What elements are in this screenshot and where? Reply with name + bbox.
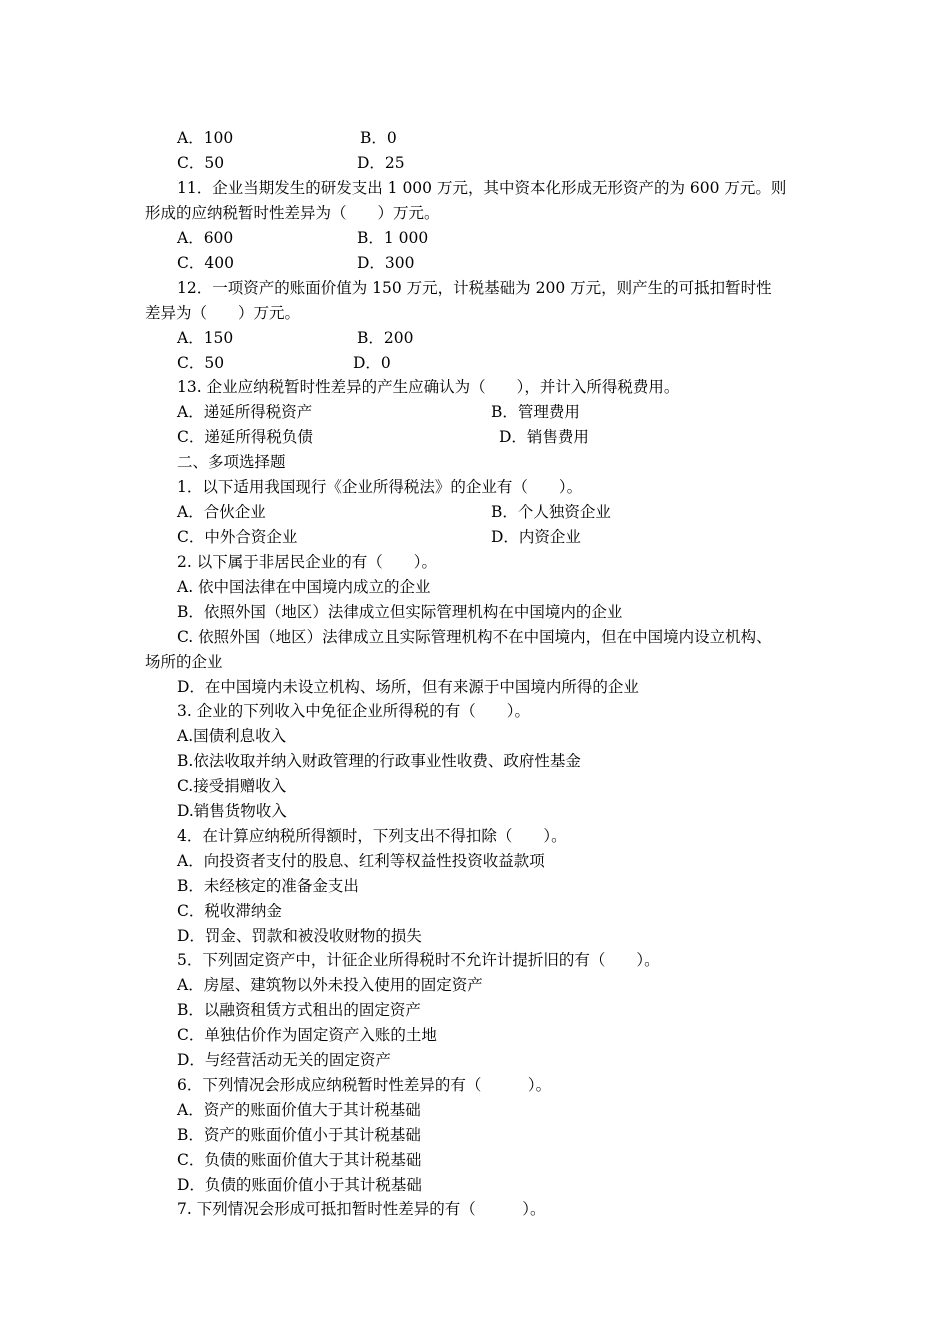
q10-option-a: A．100 [177, 129, 234, 147]
m2-option-a: A. 依中国法律在中国境内成立的企业 [177, 578, 431, 596]
m1-option-b: B．个人独资企业 [491, 503, 611, 521]
m2-text: 2. 以下属于非居民企业的有（ ）。 [177, 553, 437, 571]
m5-option-c: C．单独估价作为固定资产入账的土地 [177, 1026, 437, 1044]
q11-option-d: D．300 [357, 254, 415, 272]
q13-option-b: B．管理费用 [491, 403, 580, 421]
q10-option-c: C．50 [177, 154, 225, 172]
q10-option-b: B．0 [360, 129, 397, 147]
m1-text: 1．以下适用我国现行《企业所得税法》的企业有（ ）。 [177, 478, 583, 496]
m7-text: 7. 下列情况会形成可抵扣暂时性差异的有（ ）。 [177, 1200, 546, 1218]
m6-option-c: C．负债的账面价值大于其计税基础 [177, 1151, 422, 1169]
m3-option-b: B.依法收取并纳入财政管理的行政事业性收费、政府性基金 [177, 752, 581, 770]
m2-option-b: B．依照外国（地区）法律成立但实际管理机构在中国境内的企业 [177, 603, 623, 621]
m2-option-c-line2: 场所的企业 [145, 653, 223, 671]
q11-option-b: B．1 000 [357, 229, 429, 247]
q12-text-line1: 12．一项资产的账面价值为 150 万元，计税基础为 200 万元，则产生的可抵扣暂时性 [177, 279, 772, 297]
m5-text: 5．下列固定资产中，计征企业所得税时不允许计提折旧的有（ ）。 [177, 951, 660, 969]
q12-option-d: D．0 [353, 354, 391, 372]
m5-option-a: A．房屋、建筑物以外未投入使用的固定资产 [177, 976, 483, 994]
m3-text: 3. 企业的下列收入中免征企业所得税的有（ ）。 [177, 702, 530, 720]
m4-option-b: B．未经核定的准备金支出 [177, 877, 359, 895]
q11-option-c: C．400 [177, 254, 234, 272]
m6-option-d: D．负债的账面价值小于其计税基础 [177, 1176, 422, 1194]
m2-option-c-line1: C. 依照外国（地区）法律成立且实际管理机构不在中国境内，但在中国境内设立机构、 [177, 628, 772, 646]
m3-option-a: A.国债利息收入 [177, 727, 287, 745]
q12-option-c: C．50 [177, 354, 225, 372]
q12-option-a: A．150 [177, 329, 234, 347]
m3-option-c: C.接受捐赠收入 [177, 777, 287, 795]
m5-option-b: B．以融资租赁方式租出的固定资产 [177, 1001, 421, 1019]
q11-option-a: A．600 [177, 229, 234, 247]
q10-option-d: D．25 [357, 154, 405, 172]
m5-option-d: D．与经营活动无关的固定资产 [177, 1051, 391, 1069]
m4-text: 4．在计算应纳税所得额时，下列支出不得扣除（ ）。 [177, 827, 567, 845]
q12-option-b: B．200 [357, 329, 414, 347]
m2-option-d: D．在中国境内未设立机构、场所，但有来源于中国境内所得的企业 [177, 678, 639, 696]
q13-option-a: A．递延所得税资产 [177, 403, 313, 421]
m6-option-a: A．资产的账面价值大于其计税基础 [177, 1101, 421, 1119]
m4-option-d: D．罚金、罚款和被没收财物的损失 [177, 927, 422, 945]
q12-text-line2: 差异为（ ）万元。 [145, 304, 301, 322]
q11-text-line1: 11．企业当期发生的研发支出 1 000 万元，其中资本化形成无形资产的为 600 万元。则 [177, 179, 787, 197]
m1-option-d: D．内资企业 [491, 528, 581, 546]
m1-option-c: C．中外合资企业 [177, 528, 298, 546]
m6-text: 6．下列情况会形成应纳税暂时性差异的有（ ）。 [177, 1076, 552, 1094]
m4-option-a: A．向投资者支付的股息、红利等权益性投资收益款项 [177, 852, 545, 870]
q13-option-c: C．递延所得税负债 [177, 428, 313, 446]
section-heading-multiple-choice: 二、多项选择题 [177, 453, 286, 471]
m6-option-b: B．资产的账面价值小于其计税基础 [177, 1126, 421, 1144]
m1-option-a: A．合伙企业 [177, 503, 266, 521]
q11-text-line2: 形成的应纳税暂时性差异为（ ）万元。 [145, 204, 440, 222]
q13-text: 13. 企业应纳税暂时性差异的产生应确认为（ ），并计入所得税费用。 [177, 378, 680, 396]
q13-option-d: D．销售费用 [499, 428, 589, 446]
m4-option-c: C．税收滞纳金 [177, 902, 282, 920]
m3-option-d: D.销售货物收入 [177, 802, 287, 820]
